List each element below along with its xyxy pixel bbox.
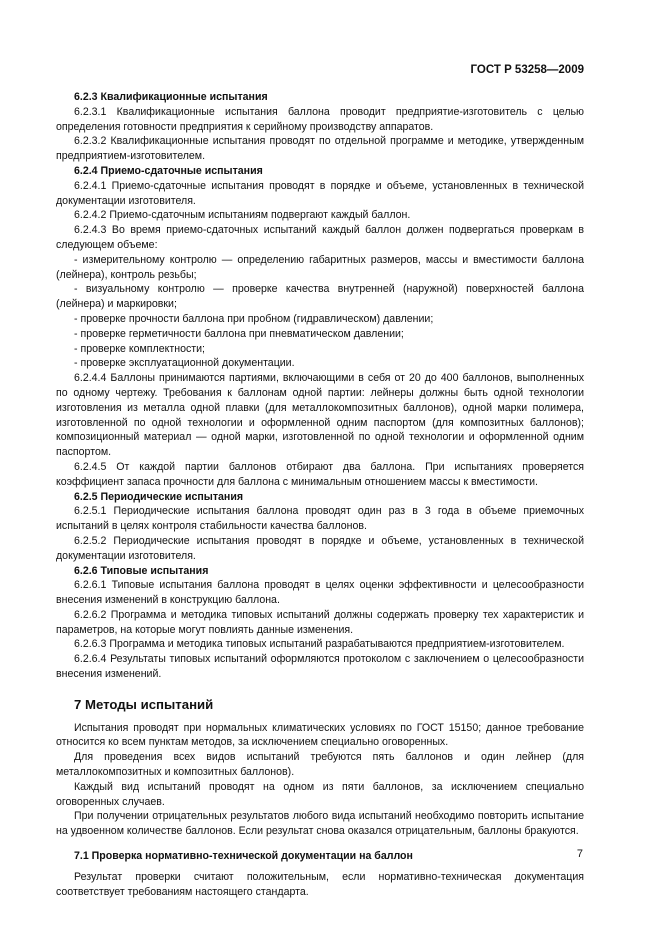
paragraph: 6.2.6.4 Результаты типовых испытаний оформляются протоколом с заключением о целесообразности внесения изменений. (56, 653, 584, 681)
paragraph: 6.2.4.2 Приемо-сдаточным испытаниям подвергают каждый баллон. (74, 209, 411, 222)
paragraph: Для проведения всех видов испытаний требуются пять баллонов и один лейнер (для металлокомпозитных и композитных баллонов). (56, 751, 584, 779)
paragraph: 6.2.3.1 Квалификационные испытания баллона проводит предприятие-изготовитель с целью определения готовности предприятия к серийному производству аппаратов. (56, 105, 584, 133)
page-number: 7 (576, 848, 583, 860)
paragraph: - проверке прочности баллона при пробном (гидравлическом) давлении; (74, 312, 434, 325)
section-heading: 6.2.5 Периодические испытания (74, 490, 244, 503)
section-heading: 7.1 Проверка нормативно-технической документации на баллон (74, 850, 413, 863)
section-heading: 7 Методы испытаний (74, 696, 214, 712)
paragraph: - проверке эксплуатационной документации. (74, 357, 295, 370)
paragraph: 6.2.5.1 Периодические испытания баллона проводят один раз в 3 года в объеме приемочных испытаний в целях контроля стабильности качества баллонов. (56, 505, 584, 533)
paragraph: - проверке герметичности баллона при пневматическом давлении; (74, 327, 404, 340)
paragraph: 6.2.4.5 От каждой партии баллонов отбирают два баллона. При испытаниях проверяется коэффициент запаса прочности для баллона с минимальным отношением массы к вместимости. (56, 460, 584, 488)
paragraph: 6.2.4.1 Приемо-сдаточные испытания проводят в порядке и объеме, установленных в технической документации изготовителя. (56, 179, 584, 207)
paragraph: Испытания проводят при нормальных климатических условиях по ГОСТ 15150; данное требование относится ко всем пунктам методов, за исключением специально оговоренных. (56, 721, 584, 749)
paragraph: 6.2.6.2 Программа и методика типовых испытаний должны содержать проверку тех характеристик и параметров, на которые могут повлиять данные изменения. (56, 608, 584, 636)
paragraph: - измерительному контролю — определению габаритных размеров, массы и вместимости баллона (лейнера), контроль резьбы; (56, 253, 584, 281)
paragraph: 6.2.6.3 Программа и методика типовых испытаний разрабатываются предприятием-изготовителем. (74, 638, 565, 651)
paragraph: - проверке комплектности; (74, 342, 205, 355)
paragraph: Каждый вид испытаний проводят на одном из пяти баллонов, за исключением специально оговоренных случаев. (56, 780, 584, 808)
paragraph: 6.2.4.3 Во время приемо-сдаточных испытаний каждый баллон должен подвергаться проверкам в следующем объеме: (56, 224, 584, 251)
paragraph: - визуальному контролю — проверке качества внутренней (наружной) поверхностей баллона (лейнера) и маркировки; (56, 283, 584, 311)
paragraph: 6.2.4.4 Баллоны принимаются партиями, включающими в себя от 20 до 400 баллонов, выполненных по одному чертежу. Требования к баллонам одной партии: лейнеры должны быть одной технологии изготовления из металла одной плавки (для металлокомпозитных баллонов), одной марки полимера, изготовленной по одной технологии и оформленной одним паспортом (для композитных баллонов); композиционный материал — одной марки, изготовленной по одной технологии и оформленной одним паспортом. (56, 372, 584, 459)
paragraph: 6.2.5.2 Периодические испытания проводят в порядке и объеме, установленных в технической документации изготовителя. (56, 534, 584, 562)
document-header: ГОСТ Р 53258—2009 (470, 64, 584, 76)
document-body (56, 90, 584, 899)
paragraph: 6.2.3.2 Квалификационные испытания проводят по отдельной программе и методике, утвержденным предприятием-изготовителем. (56, 135, 584, 163)
paragraph: Результат проверки считают положительным, если нормативно-техническая документация соответствует требованиям настоящего стандарта. (56, 870, 584, 898)
paragraph: При получении отрицательных результатов любого вида испытаний необходимо повторить испытание на удвоенном количестве баллонов. Если результат снова оказался отрицательным, баллоны бракуются. (56, 810, 584, 838)
section-heading: 6.2.4 Приемо-сдаточные испытания (74, 164, 263, 177)
section-heading: 6.2.6 Типовые испытания (74, 564, 209, 577)
paragraph: 6.2.6.1 Типовые испытания баллона проводят в целях оценки эффективности и целесообразности внесения изменений в конструкцию баллона. (56, 579, 584, 607)
section-heading: 6.2.3 Квалификационные испытания (74, 91, 268, 103)
